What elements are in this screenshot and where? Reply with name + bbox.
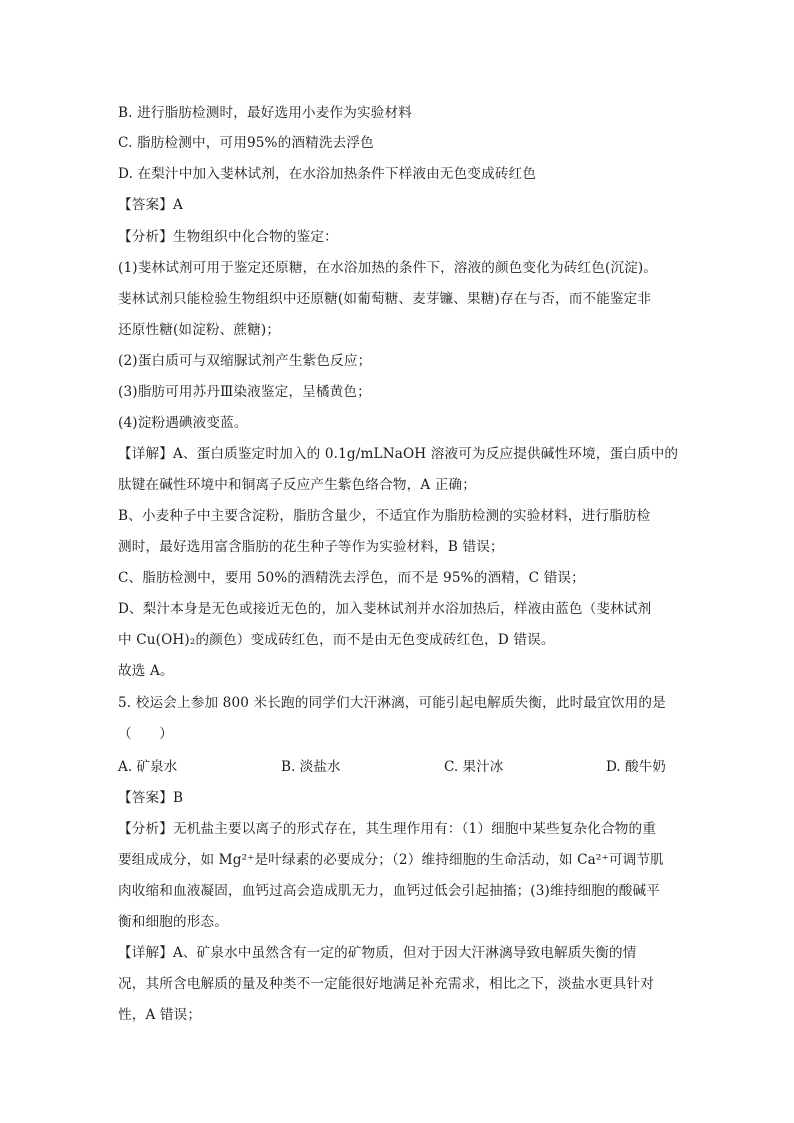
analysis-point-1: (1)斐林试剂可用于鉴定还原糖，在水浴加热的条件下，溶液的颜色变化为砖红色(沉淀)。 (118, 260, 658, 276)
option-a: A. 矿泉水 (118, 759, 178, 775)
explanation-2-line-2: 况，其所含电解质的量及种类不一定能很好地满足补充需求，相比之下，淡盐水更具针对 (118, 976, 655, 992)
question-5-blank: （ ） (118, 726, 173, 742)
analysis-heading: 【分析】生物组织中化合物的鉴定： (118, 229, 338, 245)
analysis-2-line-1: 【分析】无机盐主要以离子的形式存在，其生理作用有：（1）细胞中某些复杂化合物的重 (118, 821, 657, 837)
answer-line: 【答案】A (118, 197, 183, 213)
analysis-point-1-cont: 斐林试剂只能检验生物组织中还原糖(如葡萄糖、麦芽镰、果糖)存在与否，而不能鉴定非 (118, 291, 652, 307)
answer-line-2: 【答案】B (118, 790, 184, 806)
option-b: B. 淡盐水 (281, 759, 341, 775)
analysis-point-3: (3)脂肪可用苏丹Ⅲ染液鉴定，呈橘黄色； (118, 384, 371, 400)
explanation-b: B、小麦种子中主要含淀粉，脂肪含量少，不适宜作为脂肪检测的实验材料，进行脂肪检 (118, 508, 651, 524)
option-c: C. 果汁冰 (444, 759, 504, 775)
option-d: D. 酸牛奶 (606, 759, 666, 775)
analysis-2-line-4: 衡和细胞的形态。 (118, 914, 228, 930)
explanation-2-line-3: 性，A 错误； (118, 1007, 202, 1023)
option-c-text: C. 脂肪检测中，可用95%的酒精洗去浮色 (118, 135, 374, 151)
explanation-d-cont: 中 Cu(OH)₂的颜色）变成砖红色，而不是由无色变成砖红色，D 错误。 (118, 632, 555, 648)
analysis-2-line-2: 要组成成分，如 Mg²⁺是叶绿素的必要成分；（2）维持细胞的生命活动，如 Ca²⁺可调节肌 (118, 852, 664, 868)
explanation-d: D、梨汁本身是无色或接近无色的，加入斐林试剂并水浴加热后，样液由蓝色（斐林试剂 (118, 601, 652, 617)
analysis-point-2: (2)蛋白质可与双缩脲试剂产生紫色反应； (118, 353, 372, 369)
explanation-c: C、脂肪检测中，要用 50%的酒精洗去浮色，而不是 95%的酒精，C 错误； (118, 570, 585, 586)
explanation-a: 【详解】A、蛋白质鉴定时加入的 0.1g/mLNaOH 溶液可为反应提供碱性环境，蛋白质中的 (118, 446, 679, 462)
option-d-text: D. 在梨汁中加入斐林试剂，在水浴加热条件下样液由无色变成砖红色 (118, 166, 537, 182)
analysis-point-1-cont2: 还原性糖(如淀粉、蔗糖)； (118, 322, 281, 338)
option-b-text: B. 进行脂肪检测时，最好选用小麦作为实验材料 (118, 105, 412, 121)
analysis-point-4: (4)淀粉遇碘液变蓝。 (118, 415, 248, 431)
analysis-2-line-3: 肉收缩和血液凝固，血钙过高会造成肌无力，血钙过低会引起抽搐；(3)维持细胞的酸碱平 (118, 883, 660, 899)
explanation-2-line-1: 【详解】A、矿泉水中虽然含有一定的矿物质，但对于因大汗淋漓导致电解质失衡的情 (118, 945, 637, 961)
explanation-a-cont: 肽键在碱性环境中和铜离子反应产生紫色络合物，A 正确； (118, 477, 477, 493)
question-5-stem: 5. 校运会上参加 800 米长跑的同学们大汗淋漓，可能引起电解质失衡，此时最宜饮用的是 (118, 695, 666, 711)
explanation-b-cont: 测时，最好选用富含脂肪的花生种子等作为实验材料，B 错误； (118, 539, 504, 555)
choose-line: 故选 A。 (118, 663, 174, 679)
